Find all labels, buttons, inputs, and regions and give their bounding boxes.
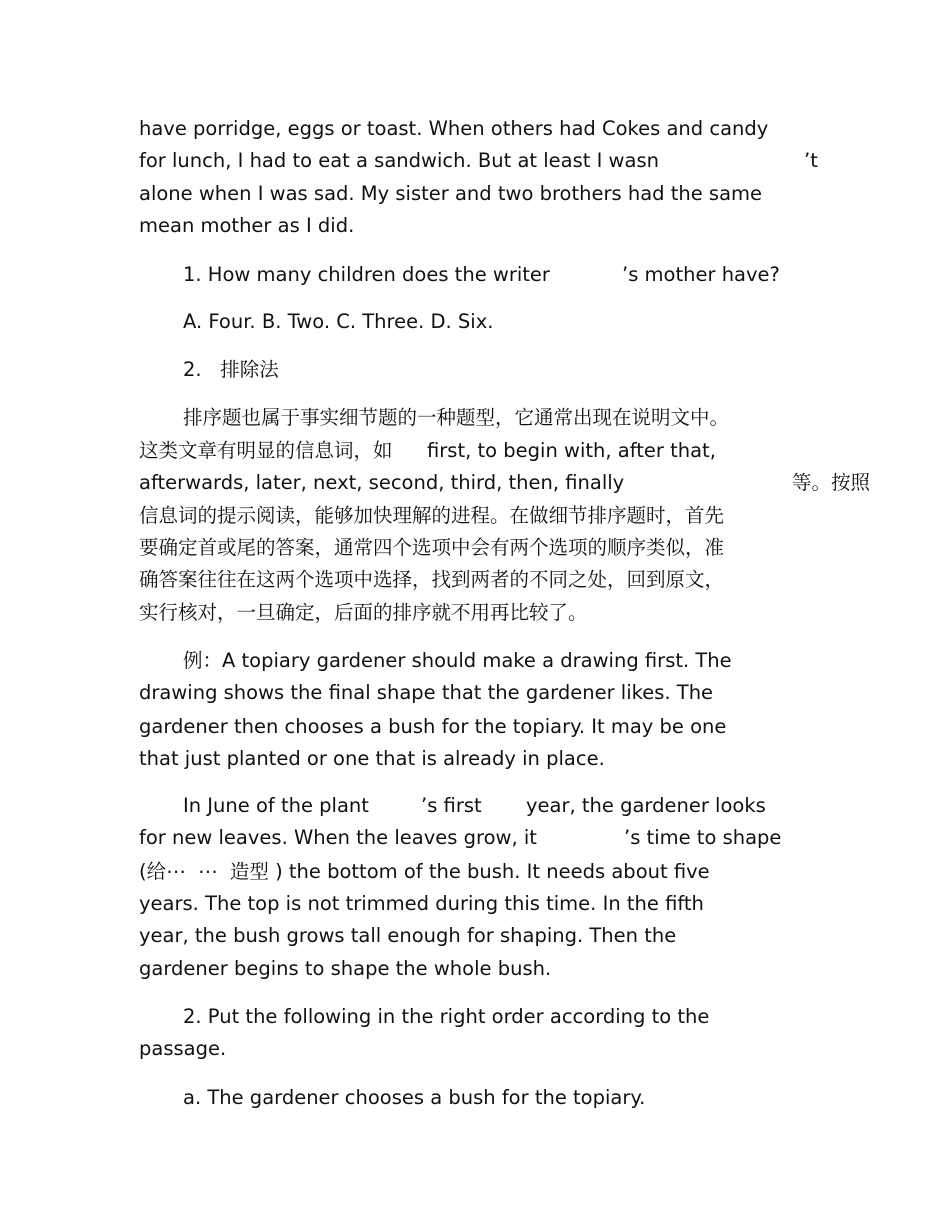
paragraph-line: gardener then chooses a bush for the topiary. It may be one <box>139 715 727 738</box>
paragraph-line: 这类文章有明显的信息词，如 <box>139 439 393 462</box>
paragraph-line: drawing shows the final shape that the gardener likes. The <box>139 681 714 704</box>
question-1-text: 1. How many children does the writer <box>183 263 550 286</box>
section-heading: 2. 排除法 <box>183 358 279 381</box>
paragraph-line-fragment: year, the gardener looks <box>526 794 766 817</box>
question-1-options: A. Four. B. Two. C. Three. D. Six. <box>183 310 494 333</box>
paragraph-line-fragment: first, to begin with, after that, <box>427 439 716 462</box>
question-1-text-fragment: ’s mother have? <box>622 263 780 286</box>
paragraph-line: afterwards, later, next, second, third, then, finally <box>139 471 625 494</box>
paragraph-line: alone when I was sad. My sister and two brothers had the same <box>139 182 763 205</box>
paragraph-line: mean mother as I did. <box>139 214 355 237</box>
paragraph-line-fragment: ’s first <box>421 794 482 817</box>
paragraph-line: 信息词的提示阅读，能够加快理解的进程。在做细节排序题时，首先 <box>139 504 725 527</box>
paragraph-line-fragment: ’t <box>804 149 818 172</box>
question-2-text: 2. Put the following in the right order according to the <box>183 1005 710 1028</box>
paragraph-line: In June of the plant <box>183 794 369 817</box>
paragraph-line-fragment: ’s time to shape <box>624 826 782 849</box>
paragraph-line: 排序题也属于事实细节题的一种题型，它通常出现在说明文中。 <box>183 406 730 429</box>
paragraph-line: 确答案往往在这两个选项中选择，找到两者的不同之处，回到原文， <box>139 568 725 591</box>
paragraph-line: gardener begins to shape the whole bush. <box>139 957 552 980</box>
paragraph-line-fragment: 等。按照 <box>792 471 871 494</box>
paragraph-line: have porridge, eggs or toast. When others had Cokes and candy <box>139 117 769 140</box>
paragraph-line: for new leaves. When the leaves grow, it <box>139 826 537 849</box>
paragraph-line: 例：A topiary gardener should make a drawing first. The <box>183 649 732 672</box>
paragraph-line: (给⋯ ⋯ 造型 ) the bottom of the bush. It needs about five <box>139 860 710 883</box>
paragraph-line: 实行核对，一旦确定，后面的排序就不用再比较了。 <box>139 601 588 624</box>
paragraph-line: years. The top is not trimmed during this time. In the fifth <box>139 892 704 915</box>
paragraph-line: that just planted or one that is already in place. <box>139 747 605 770</box>
question-2-option-a: a. The gardener chooses a bush for the topiary. <box>183 1086 646 1109</box>
question-2-text: passage. <box>139 1037 227 1060</box>
paragraph-line: 要确定首或尾的答案，通常四个选项中会有两个选项的顺序类似，准 <box>139 536 725 559</box>
paragraph-line: for lunch, I had to eat a sandwich. But at least I wasn <box>139 149 659 172</box>
paragraph-line: year, the bush grows tall enough for shaping. Then the <box>139 924 677 947</box>
